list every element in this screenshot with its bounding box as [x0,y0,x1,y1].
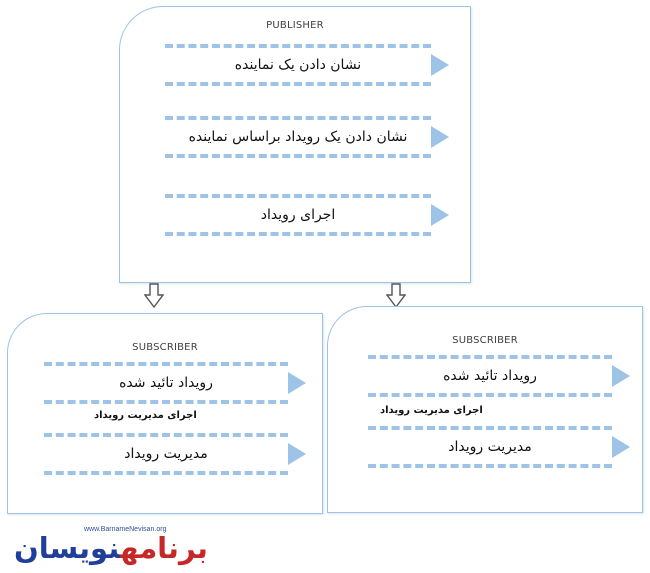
run-handler-label: اجرای مدیریت رویداد [380,405,483,416]
subscriber-step-label: مدیریت رویداد [124,446,208,462]
subscriber-step-event-handler [44,433,288,475]
subscriber-step-approved-event [368,355,612,397]
publisher-panel [119,6,471,283]
chevron-right-icon [612,436,630,458]
publisher-step-label: نشان دادن یک نماینده [234,57,362,73]
subscriber-title: SUBSCRIBER [452,335,518,346]
chevron-right-icon [612,365,630,387]
chevron-right-icon [431,126,449,148]
subscriber-step-label: رویداد تائید شده [119,375,213,391]
chevron-right-icon [288,372,306,394]
brand-logo[interactable] [14,523,208,569]
logo-wordmark [14,531,208,565]
logo-word-nevisan: نویسان [14,531,121,565]
publisher-step-show-delegate [165,44,431,86]
publisher-step-run-event [165,194,431,236]
chevron-right-icon [431,204,449,226]
subscriber-step-event-handler [368,426,612,468]
run-handler-label: اجرای مدیریت رویداد [94,410,197,421]
chevron-right-icon [431,54,449,76]
subscriber-step-approved-event [44,362,288,404]
publisher-step-label: نشان دادن یک رویداد براساس نماینده [188,129,408,145]
logo-site-url: www.BarnameNevisan.org [84,526,167,533]
publisher-title: PUBLISHER [266,20,324,31]
publisher-step-show-event [165,116,431,158]
logo-word-barname: برنامه [120,531,208,565]
publisher-step-label: اجرای رویداد [260,207,336,223]
down-arrow-icon [144,283,164,309]
chevron-right-icon [288,443,306,465]
subscriber-step-label: مدیریت رویداد [448,439,532,455]
subscriber-panel-right [327,306,643,513]
subscriber-step-label: رویداد تائید شده [443,368,537,384]
subscriber-title: SUBSCRIBER [132,342,198,353]
subscriber-panel-left [7,313,323,514]
